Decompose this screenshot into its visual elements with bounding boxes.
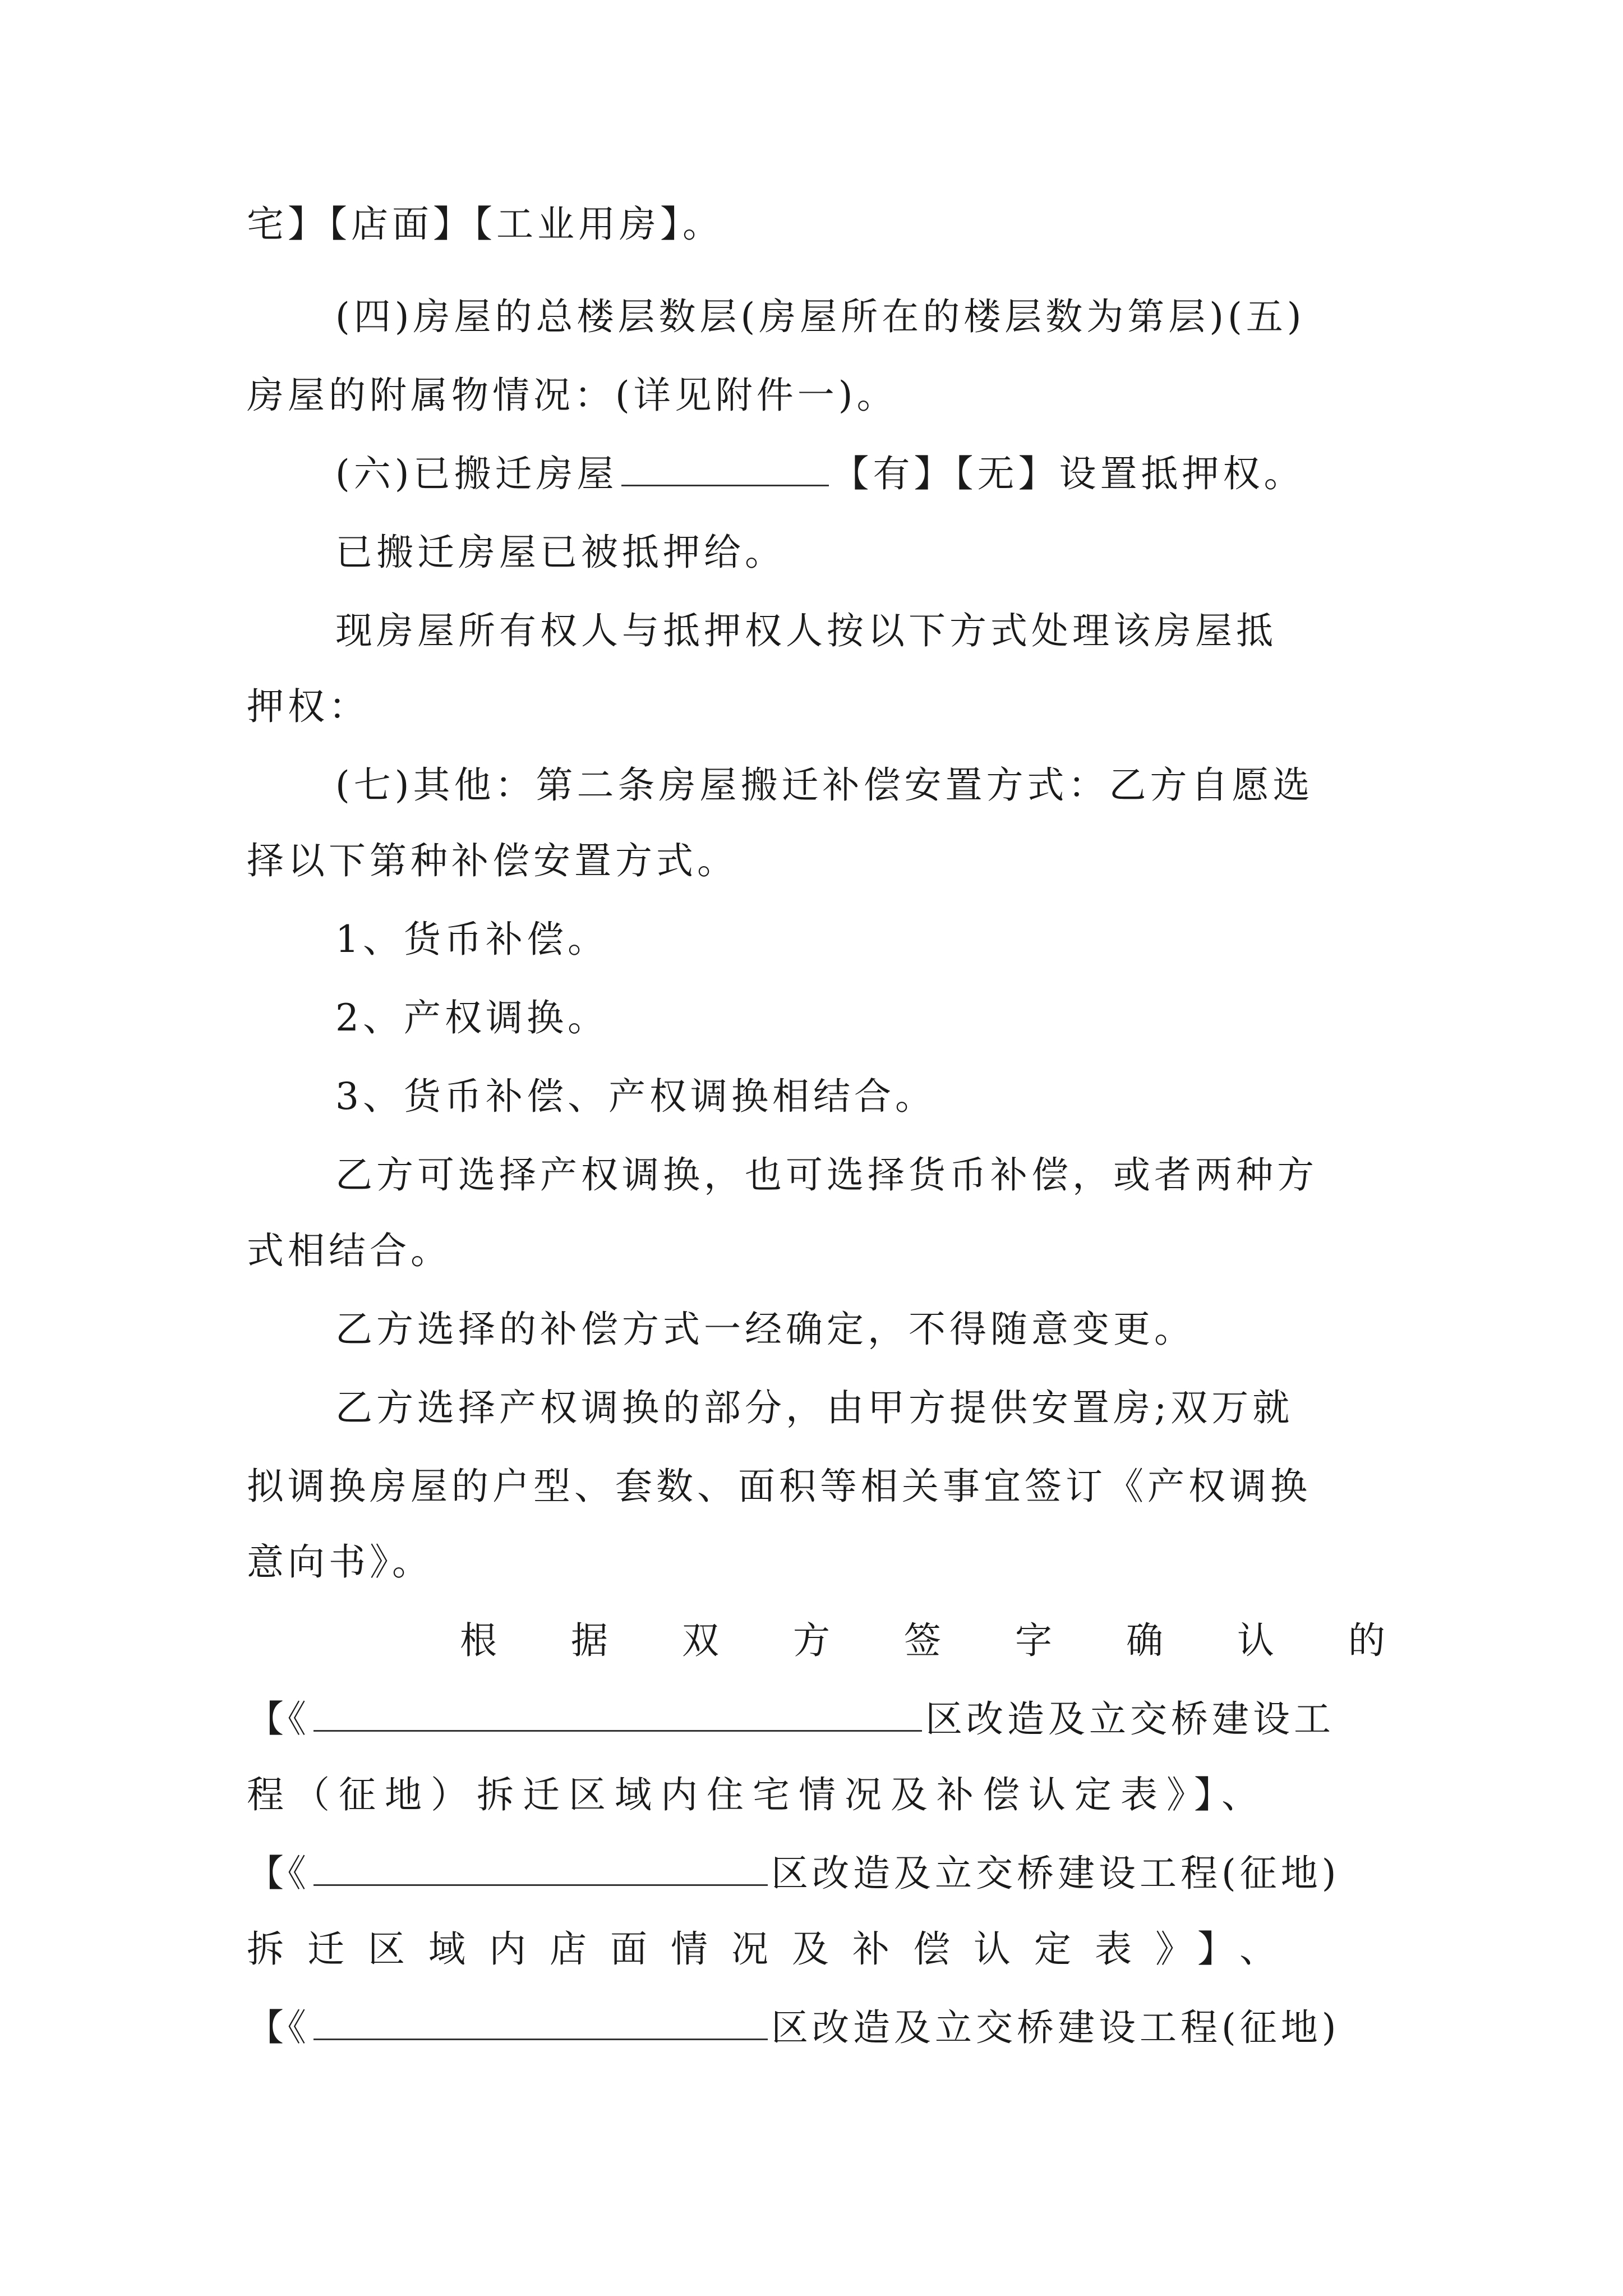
text-line: (七)其他：第二条房屋搬迁补偿安置方式：乙方自愿选 xyxy=(335,763,1314,807)
text-line xyxy=(335,443,1305,505)
text-line xyxy=(247,1997,1340,2059)
text-line: 房屋的附属物情况：(详见附件一)。 xyxy=(247,374,898,417)
spread-char: 签 xyxy=(904,1619,941,1662)
text-segment: (六)已搬迁房屋 xyxy=(335,452,618,495)
fill-blank xyxy=(313,1691,922,1732)
text-segment: 【《 xyxy=(247,2006,310,2049)
text-line: 押权： xyxy=(247,685,370,728)
text-line: 1、货币补偿。 xyxy=(335,918,608,961)
text-segment: 区改造及立交桥建设工程(征地) xyxy=(771,1852,1340,1895)
text-line: 拆迁区域内店面情况及补偿认定表》】、 xyxy=(247,1927,1300,1971)
spread-char: 认 xyxy=(1237,1619,1274,1662)
text-line: 现房屋所有权人与抵押权人按以下方式处理该房屋抵 xyxy=(335,609,1277,652)
text-line: 2、产权调换。 xyxy=(335,996,608,1039)
spread-char: 双 xyxy=(682,1619,719,1662)
text-line: 已搬迁房屋已被抵押给。 xyxy=(335,531,786,574)
spread-char: 根 xyxy=(460,1619,497,1662)
spread-char: 方 xyxy=(793,1619,830,1662)
text-segment: 【有】【无】设置抵押权。 xyxy=(832,452,1305,495)
text-line: 意向书》。 xyxy=(247,1540,433,1584)
text-line: 拟调换房屋的户型、套数、面积等相关事宜签订《产权调换 xyxy=(247,1465,1311,1508)
text-line: 3、货币补偿、产权调换相结合。 xyxy=(335,1075,936,1118)
text-line: 乙方可选择产权调换，也可选择货币补偿，或者两种方 xyxy=(335,1153,1318,1197)
text-line xyxy=(247,1688,1335,1750)
fill-blank xyxy=(621,445,829,486)
text-line: 乙方选择产权调换的部分，由甲方提供安置房;双万就 xyxy=(335,1386,1294,1429)
text-line: 宅】【店面】【工业用房】。 xyxy=(247,203,723,246)
spread-char: 的 xyxy=(1348,1619,1385,1662)
spread-char: 据 xyxy=(571,1619,608,1662)
text-line xyxy=(247,1610,1385,1672)
text-line xyxy=(247,1843,1340,1904)
fill-blank xyxy=(313,1999,768,2040)
text-line: 择以下第种补偿安置方式。 xyxy=(247,839,738,882)
spread-char: 确 xyxy=(1126,1619,1163,1662)
text-line: 式相结合。 xyxy=(247,1229,451,1272)
text-segment: 【《 xyxy=(247,1852,310,1895)
text-segment: 区改造及立交桥建设工程(征地) xyxy=(771,2006,1340,2049)
text-line: 程（征地）拆迁区域内住宅情况及补偿认定表》】、 xyxy=(247,1773,1267,1816)
text-line: 乙方选择的补偿方式一经确定，不得随意变更。 xyxy=(335,1308,1195,1351)
text-segment: 区改造及立交桥建设工 xyxy=(925,1697,1335,1741)
fill-blank xyxy=(313,1845,768,1886)
spread-char: 字 xyxy=(1015,1619,1052,1662)
text-line: (四)房屋的总楼层数层(房屋所在的楼层数为第层)(五) xyxy=(335,295,1306,338)
text-segment: 【《 xyxy=(247,1697,310,1741)
